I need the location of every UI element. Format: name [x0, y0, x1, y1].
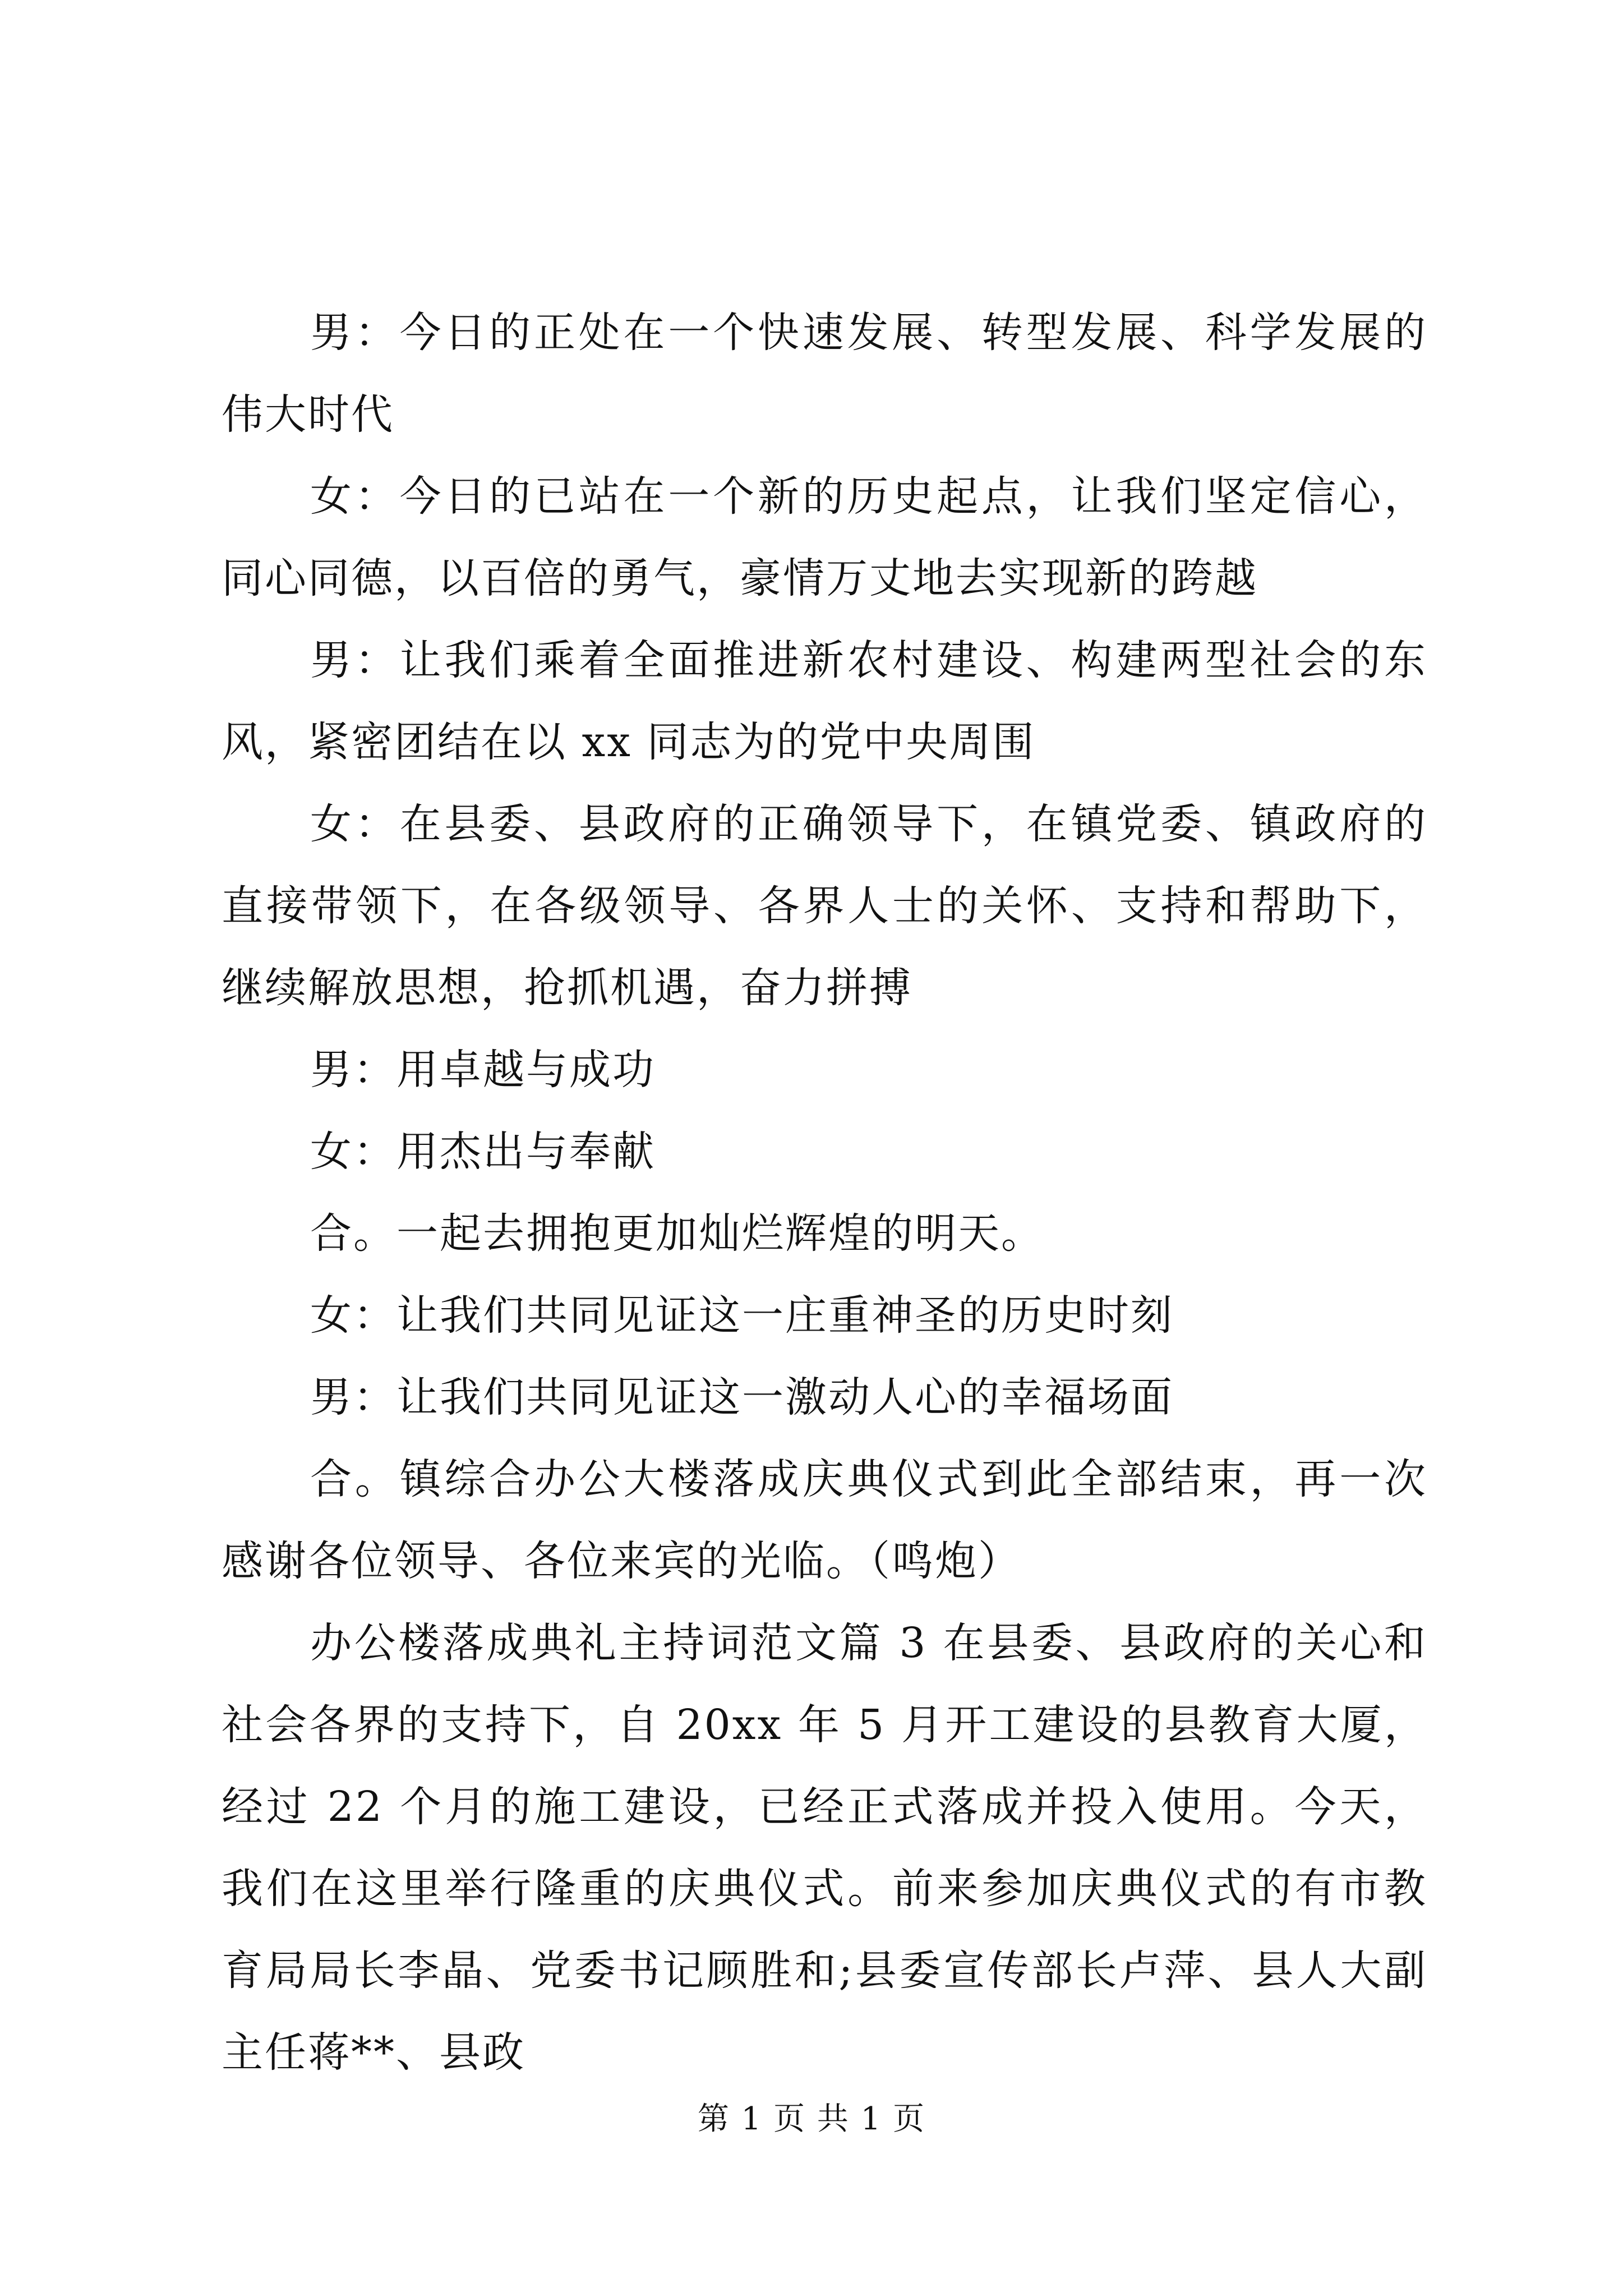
document-body [222, 292, 1427, 2093]
paragraph: 女：在县委、县政府的正确领导下，在镇党委、镇政府的直接带领下，在各级领导、各界人士的关怀、支持和帮助下，继续解放思想，抢抓机遇，奋力拼搏 [222, 800, 1427, 1012]
paragraph: 男：让我们乘着全面推进新农村建设、构建两型社会的东风，紧密团结在以 xx 同志为的党中央周围 [222, 636, 1427, 766]
paragraph: 合。镇综合办公大楼落成庆典仪式到此全部结束，再一次感谢各位领导、各位来宾的光临。（鸣炮） [222, 1455, 1427, 1585]
paragraph: 男：让我们共同见证这一激动人心的幸福场面 [310, 1373, 1174, 1421]
paragraph: 男：用卓越与成功 [310, 1046, 656, 1094]
paragraph: 办公楼落成典礼主持词范文篇 3 在县委、县政府的关心和社会各界的支持下，自 20xx 年 5 月开工建设的县教育大厦，经过 22 个月的施工建设，已经正式落成并投入使用。今天，我们在这里举行隆重的庆典仪式。前来参加庆典仪式的有市教育局局长李晶、党委书记顾胜和;县委宣传部长卢萍、县人大副主任蒋**、县政 [222, 1619, 1427, 2077]
page-footer: 第 1 页 共 1 页 [697, 2101, 926, 2137]
paragraph: 女：让我们共同见证这一庄重神圣的历史时刻 [310, 1291, 1174, 1340]
paragraph: 女：今日的已站在一个新的历史起点，让我们坚定信心，同心同德，以百倍的勇气，豪情万丈地去实现新的跨越 [222, 472, 1427, 602]
paragraph: 女：用杰出与奉献 [310, 1128, 656, 1176]
paragraph: 合。一起去拥抱更加灿烂辉煌的明天。 [310, 1209, 1044, 1258]
paragraph: 男：今日的正处在一个快速发展、转型发展、科学发展的伟大时代 [222, 309, 1427, 439]
